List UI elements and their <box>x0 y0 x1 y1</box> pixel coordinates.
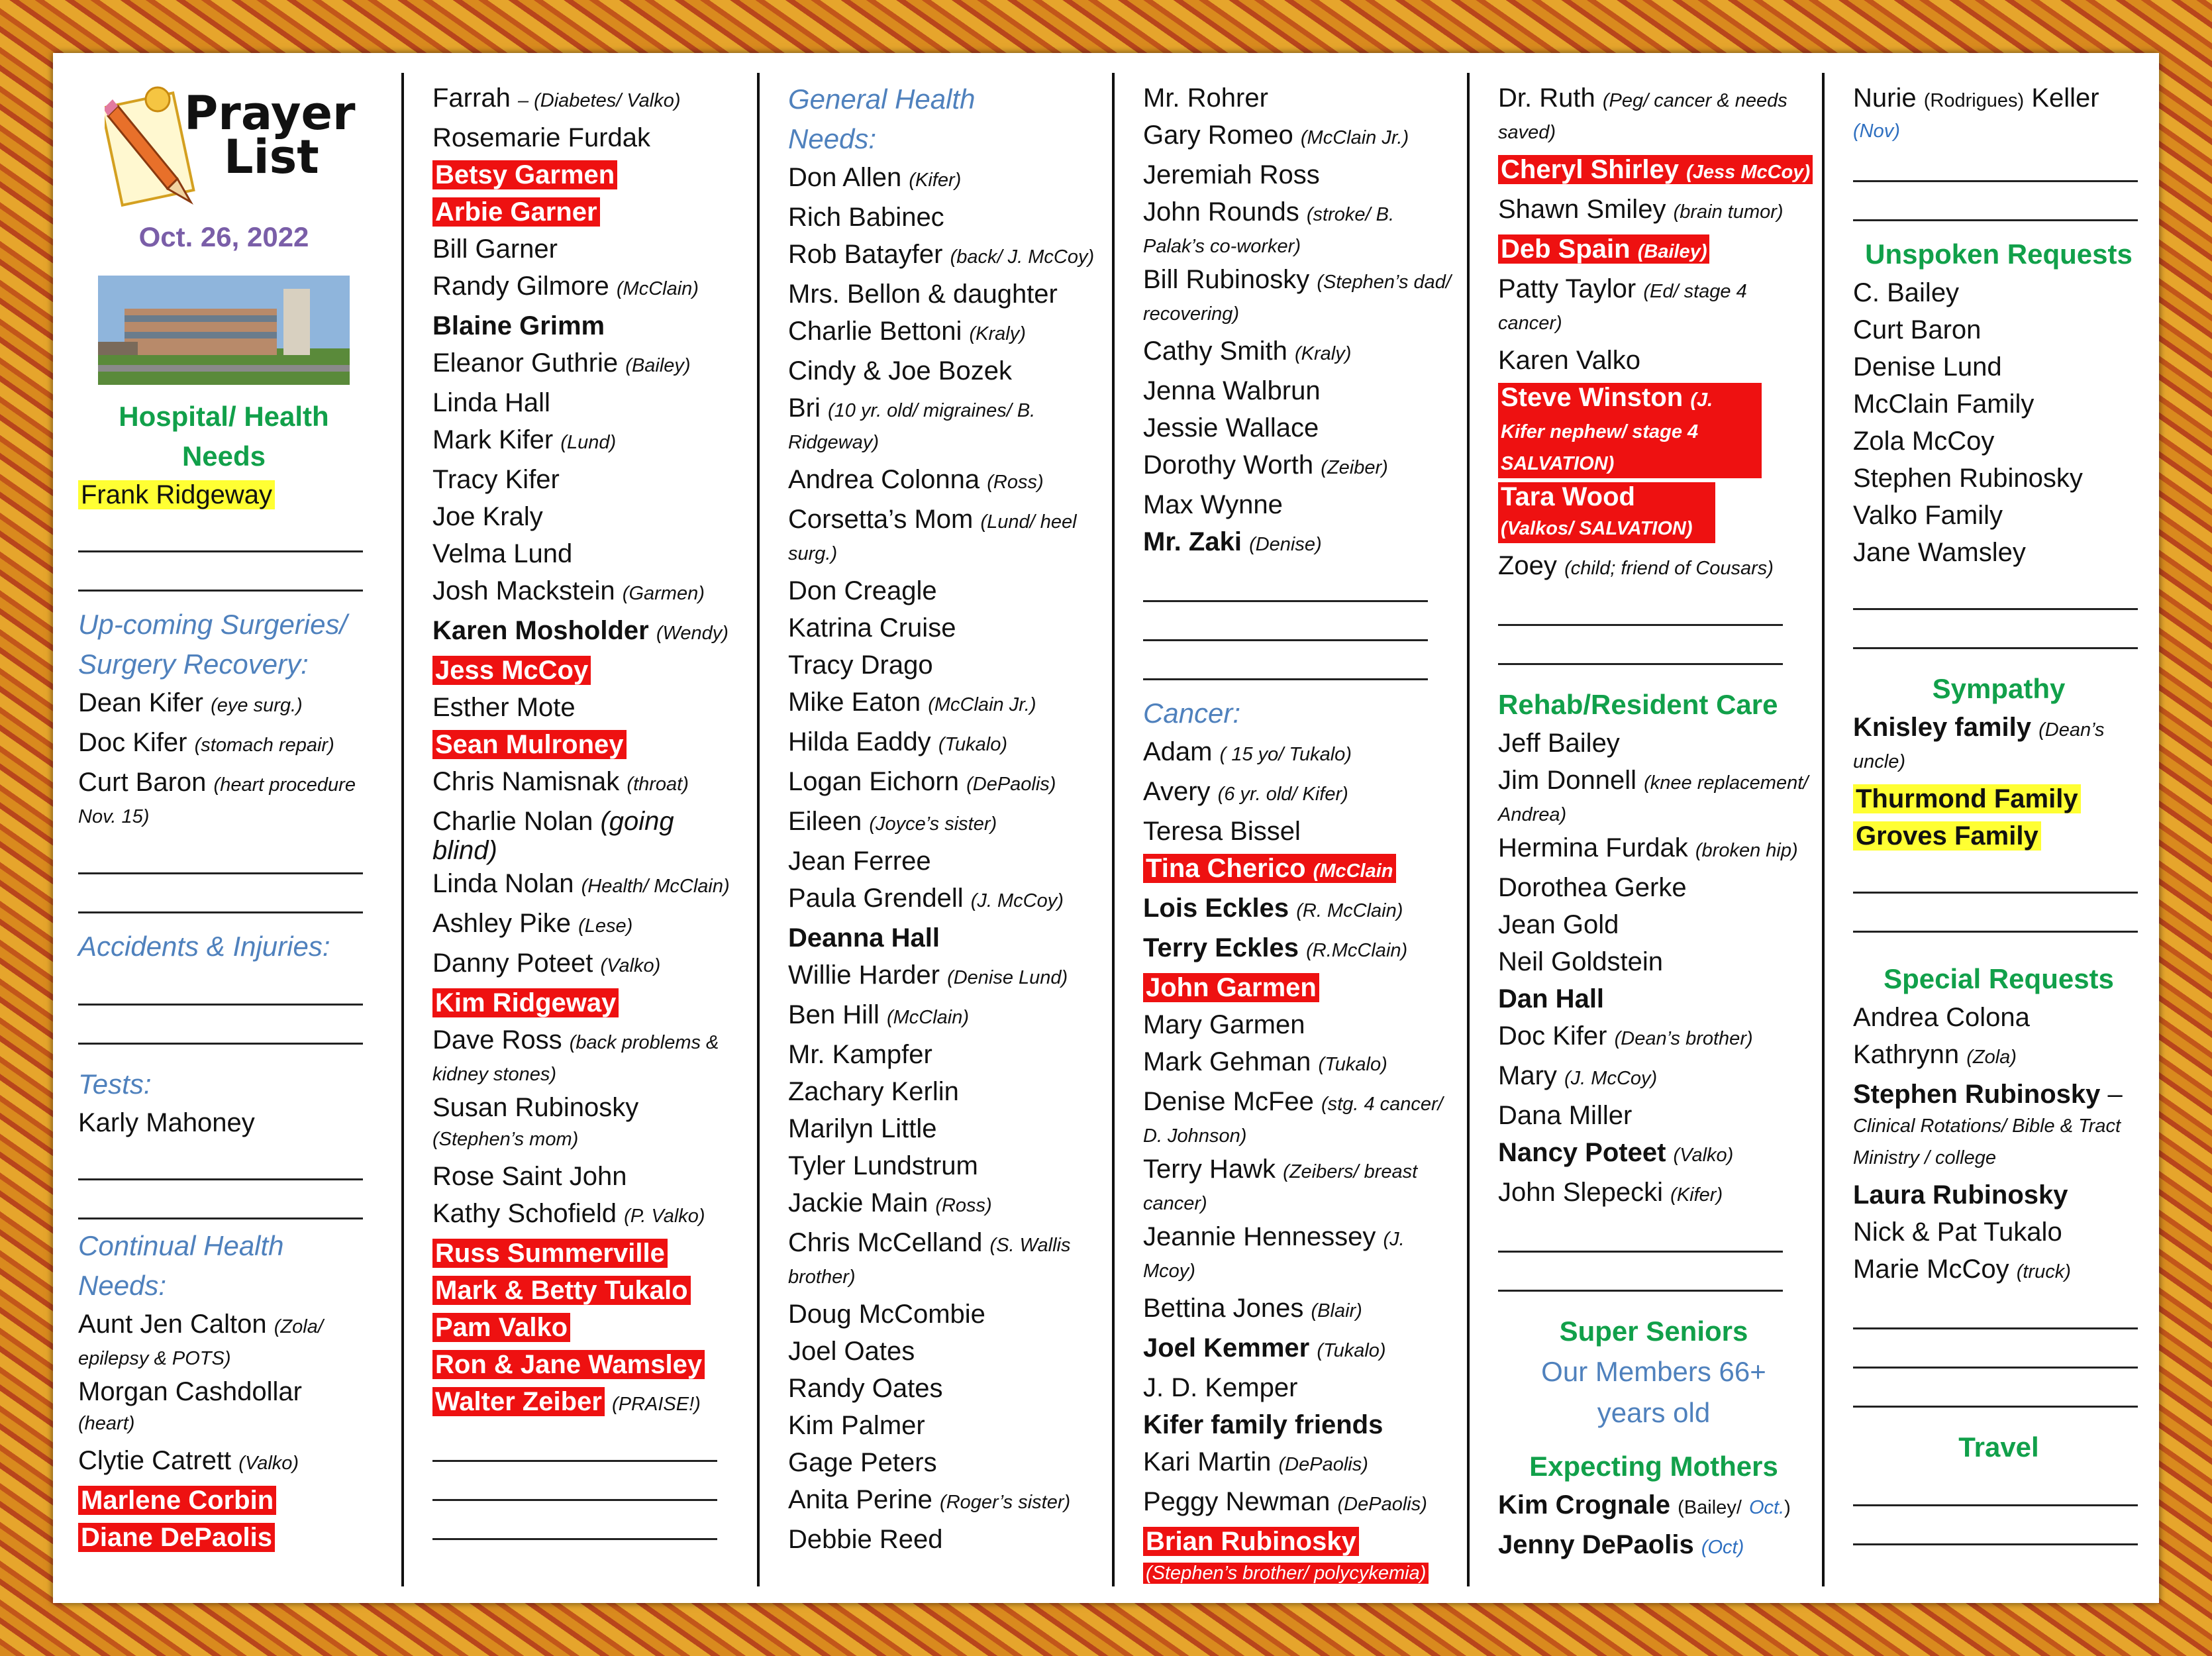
list-item: Mary (J. McCoy) <box>1498 1061 1658 1090</box>
list-item: Cathy Smith (Kraly) <box>1143 336 1352 366</box>
blank-line <box>1853 1290 2138 1329</box>
list-item: Bill Garner <box>432 234 558 264</box>
cancer-heading: Cancer: <box>1143 698 1241 729</box>
list-item: Dorothy Worth (Zeiber) <box>1143 450 1388 480</box>
list-item: Valko Family <box>1853 501 2003 530</box>
blank-line <box>1853 1467 2138 1506</box>
list-item: Cindy & Joe Bozek <box>788 356 1012 386</box>
list-item: Zachary Kerlin <box>788 1077 959 1106</box>
surgery-heading: Up-coming Surgeries/ Surgery Recovery: <box>78 609 348 680</box>
list-item: Rob Batayfer (back/ J. McCoy) <box>788 240 1095 269</box>
list-item: Andrea Colona <box>1853 1003 2030 1032</box>
list-item: Pam Valko <box>432 1309 744 1346</box>
blank-line <box>78 552 363 592</box>
blank-line <box>78 1180 363 1219</box>
list-item: Curt Baron (heart procedure Nov. 15) <box>78 768 356 827</box>
list-item-sub: (Nov) <box>1853 121 1900 142</box>
list-item: Don Allen (Kifer) <box>788 163 962 192</box>
list-item: Tracy Kifer <box>432 465 560 494</box>
list-item: Zoey (child; friend of Cousars) <box>1498 551 1774 580</box>
list-item: Dana Miller <box>1498 1101 1633 1130</box>
list-item: Nancy Poteet (Valko) <box>1498 1138 1734 1167</box>
list-item: Mrs. Bellon & daughter <box>788 280 1058 309</box>
list-item: Aunt Jen Calton (Zola/ epilepsy & POTS) <box>78 1310 323 1369</box>
list-item: Rosemarie Furdak <box>432 123 651 152</box>
list-item: Bill Rubinosky (Stephen’s dad/ recovering) <box>1143 265 1451 325</box>
blank-line <box>432 1501 717 1540</box>
list-item: Stephen Rubinosky – Clinical Rotations/ Bible & Tract Ministry / college <box>1853 1080 2123 1168</box>
blank-line <box>1498 587 1783 626</box>
blank-line <box>78 966 363 1006</box>
hospital-building-photo <box>98 276 350 385</box>
list-item: Corsetta’s Mom (Lund/ heel surg.) <box>788 505 1077 564</box>
blank-line <box>1853 1369 2138 1408</box>
expecting-mothers-heading: Expecting Mothers <box>1529 1451 1778 1482</box>
list-item: Tina Cherico (McClain <box>1143 850 1454 890</box>
list-item: Dean Kifer (eye surg.) <box>78 688 303 717</box>
blank-line <box>78 1141 363 1180</box>
list-item: Mark Gehman (Tukalo) <box>1143 1047 1387 1076</box>
list-item: Jenny DePaolis (Oct) <box>1498 1530 1744 1559</box>
blank-line <box>78 874 363 913</box>
hospital-heading: Hospital/ Health Needs <box>119 401 329 472</box>
list-item: Tara Wood (Valkos/ SALVATION) <box>1498 482 1809 543</box>
prayer-list-sheet <box>53 53 2159 1603</box>
list-item: Rose Saint John <box>432 1162 627 1191</box>
list-item: Chris McCelland (S. Wallis brother) <box>788 1228 1071 1288</box>
list-item: Jim Donnell (knee replacement/ Andrea) <box>1498 766 1809 825</box>
list-item: Frank Ridgeway <box>78 476 370 513</box>
list-item: Arbie Garner <box>432 193 744 231</box>
blank-line <box>1853 1329 2138 1369</box>
list-item: Teresa Bissel <box>1143 817 1301 846</box>
list-item: Charlie Nolan (going blind) <box>432 807 674 865</box>
list-item: Denise Lund <box>1853 352 2002 382</box>
list-item: Ron & Jane Wamsley <box>432 1346 744 1383</box>
list-item: Nurie (Rodrigues) Keller <box>1853 83 2099 113</box>
list-item: Doug McCombie <box>788 1300 985 1329</box>
list-item: Farrah – (Diabetes/ Valko) <box>432 83 681 113</box>
list-item: Denise McFee (stg. 4 cancer/ D. Johnson) <box>1143 1087 1443 1147</box>
list-item: Groves Family <box>1853 817 2144 854</box>
list-item: Esther Mote <box>432 693 576 722</box>
list-item: John Rounds (stroke/ B. Palak’s co-worker) <box>1143 197 1395 257</box>
list-item: Gary Romeo (McClain Jr.) <box>1143 121 1409 150</box>
blank-line <box>1853 571 2138 610</box>
blank-line <box>1853 854 2138 894</box>
list-item: Kari Martin (DePaolis) <box>1143 1447 1368 1476</box>
general-health-heading: General Health Needs: <box>788 83 976 154</box>
prayer-list-logo <box>105 79 356 212</box>
list-item: Jeannie Hennessey (J. Mcoy) <box>1143 1222 1405 1282</box>
list-item: Jeremiah Ross <box>1143 160 1320 189</box>
list-item: Joel Kemmer (Tukalo) <box>1143 1333 1386 1363</box>
list-item: Kim Crognale (Bailey/ Oct.) <box>1498 1490 1791 1520</box>
list-item: Cheryl Shirley (Jess McCoy) <box>1498 151 1809 191</box>
super-seniors-heading: Super Seniors <box>1559 1316 1748 1347</box>
blank-line <box>1498 626 1783 665</box>
list-item: Charlie Bettoni (Kraly) <box>788 317 1026 346</box>
column-5 <box>1498 79 1809 1566</box>
list-item: Randy Oates <box>788 1374 943 1403</box>
list-item: Dave Ross (back problems & kidney stones) <box>432 1025 719 1085</box>
list-item: Kifer family friends <box>1143 1410 1383 1439</box>
list-item: Avery (6 yr. old/ Kifer) <box>1143 777 1348 806</box>
list-item: Bettina Jones (Blair) <box>1143 1294 1362 1323</box>
list-item: Patty Taylor (Ed/ stage 4 cancer) <box>1498 274 1747 334</box>
list-item: J. D. Kemper <box>1143 1373 1298 1402</box>
list-item: Willie Harder (Denise Lund) <box>788 960 1068 990</box>
list-item: Paula Grendell (J. McCoy) <box>788 884 1064 913</box>
list-item: Jeff Bailey <box>1498 729 1620 758</box>
list-item: Nick & Pat Tukalo <box>1853 1217 2062 1247</box>
list-item: Marlene Corbin <box>78 1482 370 1519</box>
column-1 <box>78 79 370 1556</box>
list-item: Neil Goldstein <box>1498 947 1664 976</box>
accidents-heading: Accidents & Injuries: <box>78 931 330 962</box>
list-item: Joe Kraly <box>432 502 543 531</box>
list-item: Zola McCoy <box>1853 427 1995 456</box>
list-item: Shawn Smiley (brain tumor) <box>1498 195 1784 224</box>
special-requests-heading: Special Requests <box>1884 963 2114 994</box>
list-item: Eileen (Joyce’s sister) <box>788 807 997 836</box>
travel-heading: Travel <box>1958 1431 2039 1463</box>
list-item: Max Wynne <box>1143 490 1283 519</box>
blank-line <box>1498 1214 1783 1253</box>
list-item: Jean Ferree <box>788 847 931 876</box>
list-item: Mike Eaton (McClain Jr.) <box>788 688 1036 717</box>
list-item: Kim Palmer <box>788 1411 925 1440</box>
list-item: Logan Eichorn (DePaolis) <box>788 767 1056 796</box>
sympathy-heading: Sympathy <box>1932 673 2066 704</box>
list-item: John Garmen <box>1143 969 1454 1006</box>
list-item: Tyler Lundstrum <box>788 1151 978 1180</box>
list-item: Josh Mackstein (Garmen) <box>432 576 705 605</box>
list-item: Tracy Drago <box>788 650 933 680</box>
column-3 <box>788 79 1099 1558</box>
list-item: Hilda Eaddy (Tukalo) <box>788 727 1008 756</box>
list-item: Russ Summerville <box>432 1235 744 1272</box>
list-item: Laura Rubinosky <box>1853 1180 2068 1210</box>
list-item: Anita Perine (Roger’s sister) <box>788 1485 1071 1514</box>
list-item: Dr. Ruth (Peg/ cancer & needs saved) <box>1498 83 1787 143</box>
logo-word-prayer: Prayer <box>184 86 356 140</box>
list-item: Jessie Wallace <box>1143 413 1319 442</box>
list-item: Betsy Garmen <box>432 156 744 193</box>
blank-line <box>1853 1506 2138 1545</box>
list-item: Doc Kifer (stomach repair) <box>78 728 334 757</box>
blank-line <box>1143 641 1428 680</box>
list-item: Mr. Rohrer <box>1143 83 1268 113</box>
column-divider <box>1112 73 1115 1586</box>
list-item: Karly Mahoney <box>78 1108 255 1137</box>
tests-heading: Tests: <box>78 1068 152 1100</box>
list-item: Karen Valko <box>1498 346 1640 375</box>
list-item: Hermina Furdak (broken hip) <box>1498 833 1798 862</box>
list-item: Lois Eckles (R. McClain) <box>1143 894 1403 923</box>
list-item: Bri (10 yr. old/ migraines/ B. Ridgeway) <box>788 393 1036 453</box>
list-item: Mr. Zaki (Denise) <box>1143 527 1322 556</box>
list-item: Clytie Catrett (Valko) <box>78 1446 299 1475</box>
list-item: Danny Poteet (Valko) <box>432 949 661 978</box>
list-item: Thurmond Family <box>1853 780 2144 817</box>
rehab-heading: Rehab/Resident Care <box>1498 689 1778 720</box>
blank-line <box>1853 610 2138 649</box>
list-item: Morgan Cashdollar (heart) <box>78 1377 302 1434</box>
list-item: John Slepecki (Kifer) <box>1498 1178 1723 1207</box>
list-item: Jenna Walbrun <box>1143 376 1321 405</box>
list-item: Doc Kifer (Dean’s brother) <box>1498 1021 1753 1051</box>
column-divider <box>757 73 760 1586</box>
blank-line <box>1143 563 1428 602</box>
list-item: Terry Eckles (R.McClain) <box>1143 933 1408 962</box>
blank-line <box>1143 602 1428 641</box>
logo-word-list: List <box>224 130 319 184</box>
column-divider <box>401 73 404 1586</box>
list-item: Marilyn Little <box>788 1114 937 1143</box>
list-item: Jane Wamsley <box>1853 538 2026 567</box>
list-item: Andrea Colonna (Ross) <box>788 465 1044 494</box>
blank-line <box>432 1462 717 1501</box>
blank-line <box>78 1006 363 1045</box>
list-item: Deb Spain (Bailey) <box>1498 231 1809 270</box>
blank-line <box>1853 182 2138 221</box>
list-date: Oct. 26, 2022 <box>138 221 309 252</box>
list-item: Chris Namisnak (throat) <box>432 767 689 796</box>
list-item: Curt Baron <box>1853 315 1982 344</box>
blank-line <box>1853 894 2138 933</box>
list-item: Walter Zeiber (PRAISE!) <box>432 1383 744 1423</box>
list-item: Stephen Rubinosky <box>1853 464 2083 493</box>
list-item: Kathy Schofield (P. Valko) <box>432 1199 705 1228</box>
column-divider <box>1467 73 1470 1586</box>
column-divider <box>1822 73 1825 1586</box>
list-item: Blaine Grimm <box>432 311 605 340</box>
blank-line <box>1853 143 2138 182</box>
blank-line <box>432 1423 717 1462</box>
list-item: Mark Kifer (Lund) <box>432 425 617 454</box>
list-item: Linda Nolan (Health/ McClain) <box>432 869 730 898</box>
list-item: Rich Babinec <box>788 203 944 232</box>
list-item: Ben Hill (McClain) <box>788 1000 970 1029</box>
list-item: Eleanor Guthrie (Bailey) <box>432 348 691 378</box>
blank-line <box>1498 1253 1783 1292</box>
list-item: Dorothea Gerke <box>1498 873 1687 902</box>
list-item: Susan Rubinosky (Stephen’s mom) <box>432 1093 639 1150</box>
list-item: Knisley family (Dean’s uncle) <box>1853 713 2105 772</box>
list-item: Joel Oates <box>788 1337 915 1366</box>
column-4 <box>1143 79 1454 1592</box>
list-item: Brian Rubinosky (Stephen’s brother/ polycykemia) <box>1143 1527 1454 1588</box>
continual-heading: Continual Health Needs: <box>78 1230 284 1301</box>
column-6 <box>1853 79 2144 1545</box>
list-item: Kathrynn (Zola) <box>1853 1040 2017 1069</box>
blank-line <box>78 513 363 552</box>
column-2 <box>432 79 744 1540</box>
list-item: Don Creagle <box>788 576 937 605</box>
list-item: Ashley Pike (Lese) <box>432 909 633 938</box>
list-item: Deanna Hall <box>788 923 940 953</box>
list-item: Randy Gilmore (McClain) <box>432 272 699 301</box>
list-item: Sean Mulroney <box>432 726 744 763</box>
list-item: Gage Peters <box>788 1448 937 1477</box>
list-item: Velma Lund <box>432 539 573 568</box>
super-seniors-text: Our Members 66+ years old <box>1541 1356 1766 1428</box>
list-item: Jackie Main (Ross) <box>788 1188 992 1217</box>
list-item: Marie McCoy (truck) <box>1853 1255 2071 1284</box>
list-item: Debbie Reed <box>788 1525 943 1554</box>
list-item: C. Bailey <box>1853 278 1960 307</box>
list-item: Peggy Newman (DePaolis) <box>1143 1487 1427 1516</box>
list-item: Mary Garmen <box>1143 1010 1305 1039</box>
list-item: Diane DePaolis <box>78 1519 370 1556</box>
list-item: Jean Gold <box>1498 910 1619 939</box>
blank-line <box>78 835 363 874</box>
list-item: Jess McCoy <box>432 652 744 689</box>
list-item: Mark & Betty Tukalo <box>432 1272 744 1309</box>
list-item: McClain Family <box>1853 389 2035 419</box>
list-item: Steve Winston (J. Kifer nephew/ stage 4 SALVATION) <box>1498 383 1809 478</box>
list-item: Linda Hall <box>432 388 550 417</box>
list-item: Adam ( 15 yo/ Tukalo) <box>1143 737 1352 766</box>
list-item: Karen Mosholder (Wendy) <box>432 616 729 645</box>
list-item: Katrina Cruise <box>788 613 956 643</box>
unspoken-heading: Unspoken Requests <box>1865 238 2133 270</box>
list-item: Terry Hawk (Zeibers/ breast cancer) <box>1143 1155 1418 1214</box>
list-item: Dan Hall <box>1498 984 1605 1013</box>
list-item: Mr. Kampfer <box>788 1040 932 1069</box>
list-item: Kim Ridgeway <box>432 984 744 1021</box>
